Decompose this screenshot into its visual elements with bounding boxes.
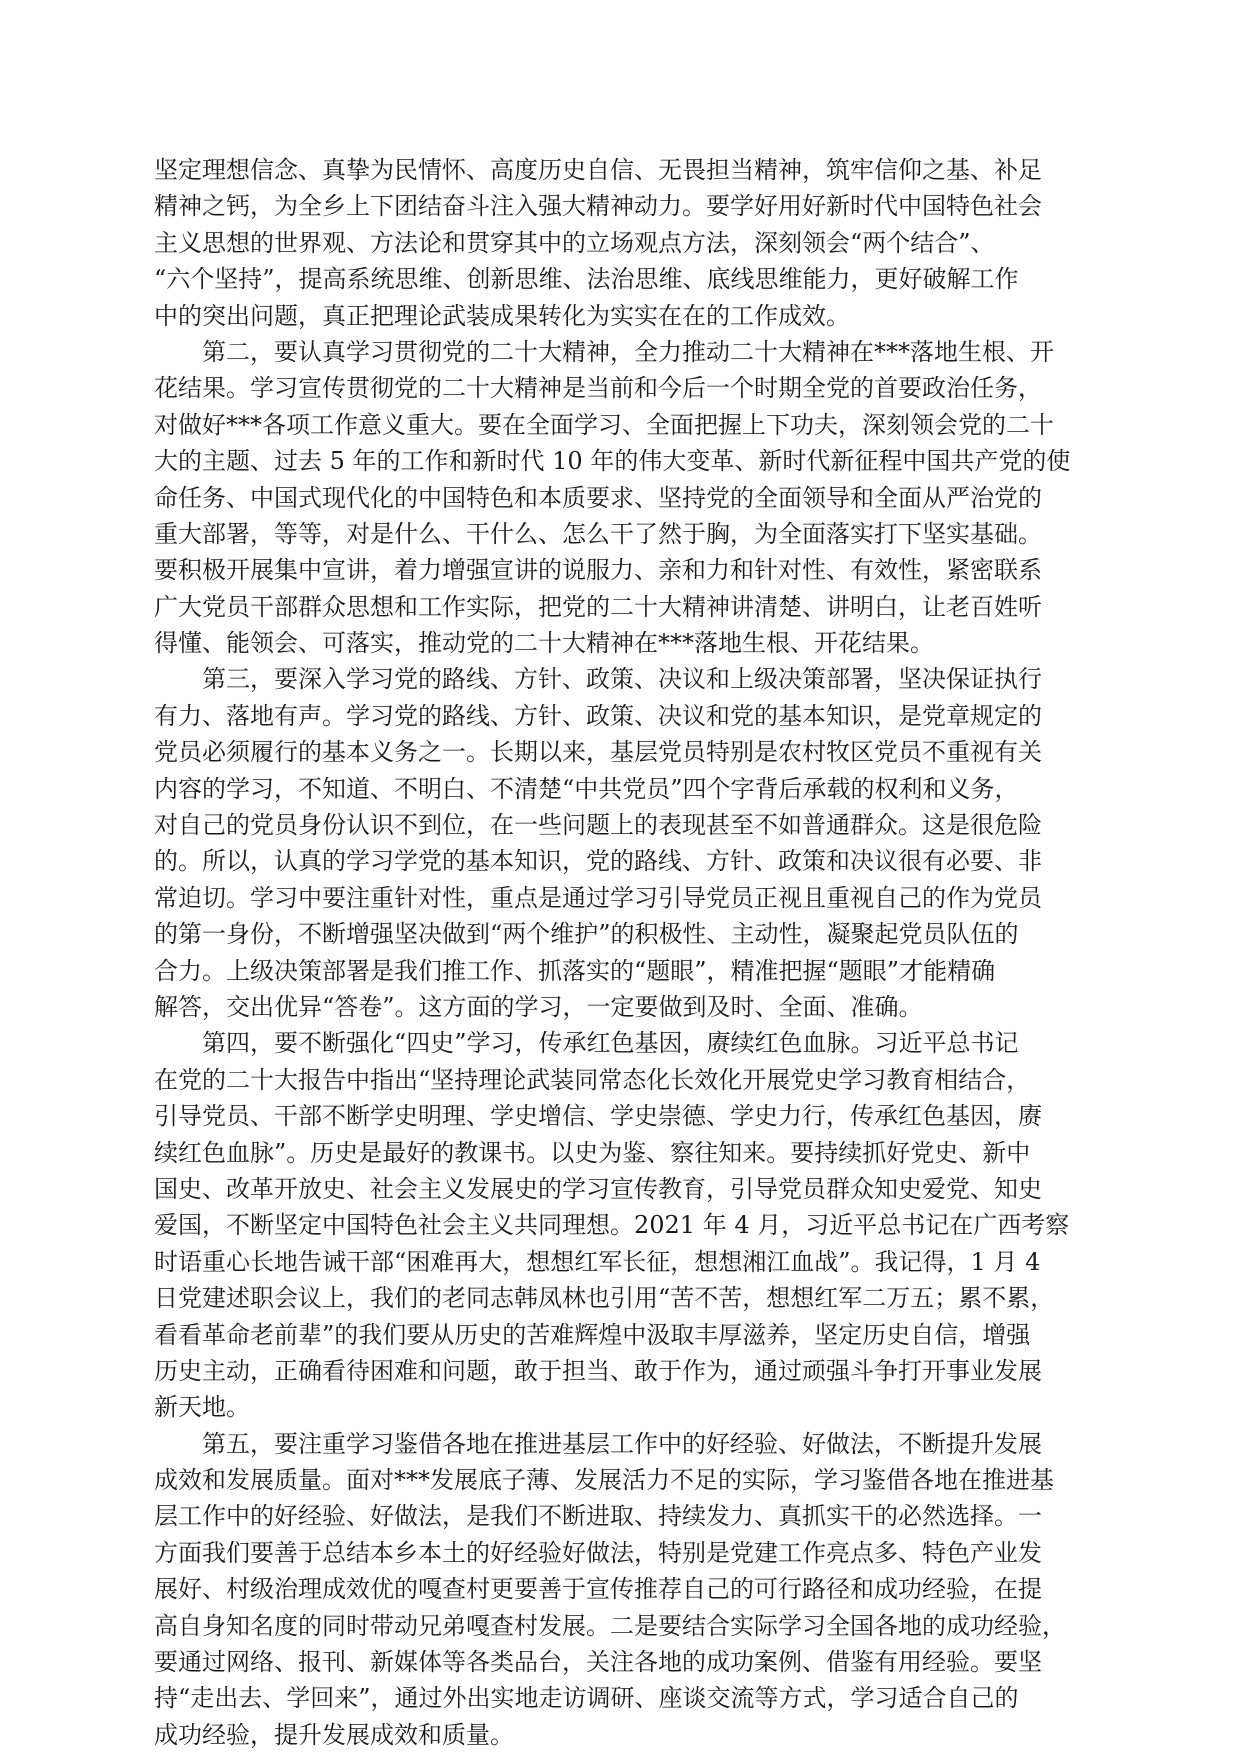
text-line: 第三，要深入学习党的路线、方针、政策、决议和上级决策部署，坚决保证执行	[202, 665, 1042, 694]
text-line: 的。所以，认真的学习学党的基本知识，党的路线、方针、政策和决议很有必要、非	[154, 847, 1042, 876]
text-line: 看看革命老前辈”的我们要从历史的苦难辉煌中汲取丰厚滋养，坚定历史自信，增强	[154, 1320, 1031, 1349]
text-line: 第四，要不断强化“四史”学习，传承红色基因，赓续红色血脉。习近平总书记	[202, 1029, 1019, 1058]
text-line: 主义思想的世界观、方法论和贯穿其中的立场观点方法，深刻领会“两个结合”、	[154, 228, 995, 257]
text-line: 花结果。学习宣传贯彻党的二十大精神是当前和今后一个时期全党的首要政治任务，	[154, 374, 1042, 403]
paragraph-third	[154, 661, 1236, 1025]
text-line: 国史、改革开放史、社会主义发展史的学习宣传教育，引导党员群众知史爱党、知史	[154, 1174, 1042, 1203]
text-line: 层工作中的好经验、好做法，是我们不断进取、持续发力、真抓实干的必然选择。一	[154, 1502, 1042, 1531]
text-line: 得懂、能领会、可落实，推动党的二十大精神在***落地生根、开花结果。	[154, 629, 934, 658]
text-line: 内容的学习，不知道、不明白、不清楚“中共党员”四个字背后承载的权利和义务，	[154, 774, 1019, 803]
paragraph-fourth	[154, 1025, 1236, 1425]
text-line: 党员必须履行的基本义务之一。长期以来，基层党员特别是农村牧区党员不重视有关	[154, 738, 1042, 767]
text-line: 命任务、中国式现代化的中国特色和本质要求、坚持党的全面领导和全面从严治党的	[154, 483, 1042, 512]
text-line: 续红色血脉”。历史是最好的教课书。以史为鉴、察往知来。要持续抓好党史、新中	[154, 1138, 1031, 1167]
text-line: 成效和发展质量。面对***发展底子薄、发展活力不足的实际，学习鉴借各地在推进基	[154, 1466, 1054, 1495]
text-line: 广大党员干部群众思想和工作实际，把党的二十大精神讲清楚、讲明白，让老百姓听	[154, 592, 1042, 621]
text-line: 坚定理想信念、真挚为民情怀、高度历史自信、无畏担当精神，筑牢信仰之基、补足	[154, 156, 1042, 184]
text-line: 历史主动，正确看待困难和问题，敢于担当、敢于作为，通过顽强斗争打开事业发展	[154, 1356, 1042, 1385]
text-line: 在党的二十大报告中指出“坚持理论武装同常态化长效化开展党史学习教育相结合，	[154, 1065, 1031, 1094]
text-line: 合力。上级决策部署是我们推工作、抓落实的“题眼”，精准把握“题眼”才能精确	[154, 956, 996, 985]
text-line: 引导党员、干部不断学史明理、学史增信、学史崇德、学史力行，传承红色基因，赓	[154, 1102, 1042, 1131]
text-line: 解答，交出优异“答卷”。这方面的学习，一定要做到及时、全面、准确。	[154, 992, 923, 1021]
text-line: 展好、村级治理成效优的嘎查村更要善于宣传推荐自己的可行路径和成功经验，在提	[154, 1575, 1042, 1604]
text-line: 高自身知名度的同时带动兄弟嘎查村发展。二是要结合实际学习全国各地的成功经验，	[154, 1611, 1066, 1640]
text-line: 第五，要注重学习鉴借各地在推进基层工作中的好经验、好做法，不断提升发展	[202, 1429, 1042, 1458]
text-line: 大的主题、过去 5 年的工作和新时代 10 年的伟大变革、新时代新征程中国共产党的使	[154, 447, 1071, 476]
text-line: 的第一身份，不断增强坚决做到“两个维护”的积极性、主动性，凝聚起党员队伍的	[154, 920, 1019, 949]
paragraph-intro-continued	[154, 152, 1236, 334]
text-line: 精神之钙，为全乡上下团结奋斗注入强大精神动力。要学好用好新时代中国特色社会	[154, 192, 1042, 221]
document-page	[154, 152, 1236, 1753]
text-line: 对自己的党员身份认识不到位，在一些问题上的表现甚至不如普通群众。这是很危险	[154, 811, 1042, 840]
text-line: 重大部署，等等，对是什么、干什么、怎么干了然于胸，为全面落实打下坚实基础。	[154, 519, 1042, 548]
text-line: 要积极开展集中宣讲，着力增强宣讲的说服力、亲和力和针对性、有效性，紧密联系	[154, 556, 1042, 585]
text-line: 第二，要认真学习贯彻党的二十大精神，全力推动二十大精神在***落地生根、开	[202, 337, 1054, 366]
text-line: 成功经验，提升发展成效和质量。	[154, 1720, 514, 1749]
text-line: 持“走出去、学回来”，通过外出实地走访调研、座谈交流等方式，学习适合自己的	[154, 1684, 1019, 1713]
paragraph-second	[154, 334, 1236, 662]
text-line: 常迫切。学习中要注重针对性，重点是通过学习引导党员正视且重视自己的作为党员	[154, 883, 1042, 912]
text-line: 对做好***各项工作意义重大。要在全面学习、全面把握上下功夫，深刻领会党的二十	[154, 410, 1054, 439]
text-line: 爱国，不断坚定中国特色社会主义共同理想。2021 年 4 月，习近平总书记在广西考察	[154, 1211, 1070, 1240]
text-line: 有力、落地有声。学习党的路线、方针、政策、决议和党的基本知识，是党章规定的	[154, 701, 1042, 730]
text-line: 日党建述职会议上，我们的老同志韩凤林也引用“苦不苦，想想红军二万五；累不累，	[154, 1284, 1055, 1313]
text-line: 要通过网络、报刊、新媒体等各类品台，关注各地的成功案例、借鉴有用经验。要坚	[154, 1648, 1042, 1677]
text-line: 时语重心长地告诫干部“困难再大，想想红军长征，想想湘江血战”。我记得，1 月 4	[154, 1247, 1041, 1276]
paragraph-fifth	[154, 1426, 1236, 1754]
text-line: 中的突出问题，真正把理论武装成果转化为实实在在的工作成效。	[154, 301, 850, 330]
text-line: “六个坚持”，提高系统思维、创新思维、法治思维、底线思维能力，更好破解工作	[154, 265, 1019, 294]
text-line: 新天地。	[154, 1393, 250, 1422]
text-line: 方面我们要善于总结本乡本土的好经验好做法，特别是党建工作亮点多、特色产业发	[154, 1538, 1042, 1567]
